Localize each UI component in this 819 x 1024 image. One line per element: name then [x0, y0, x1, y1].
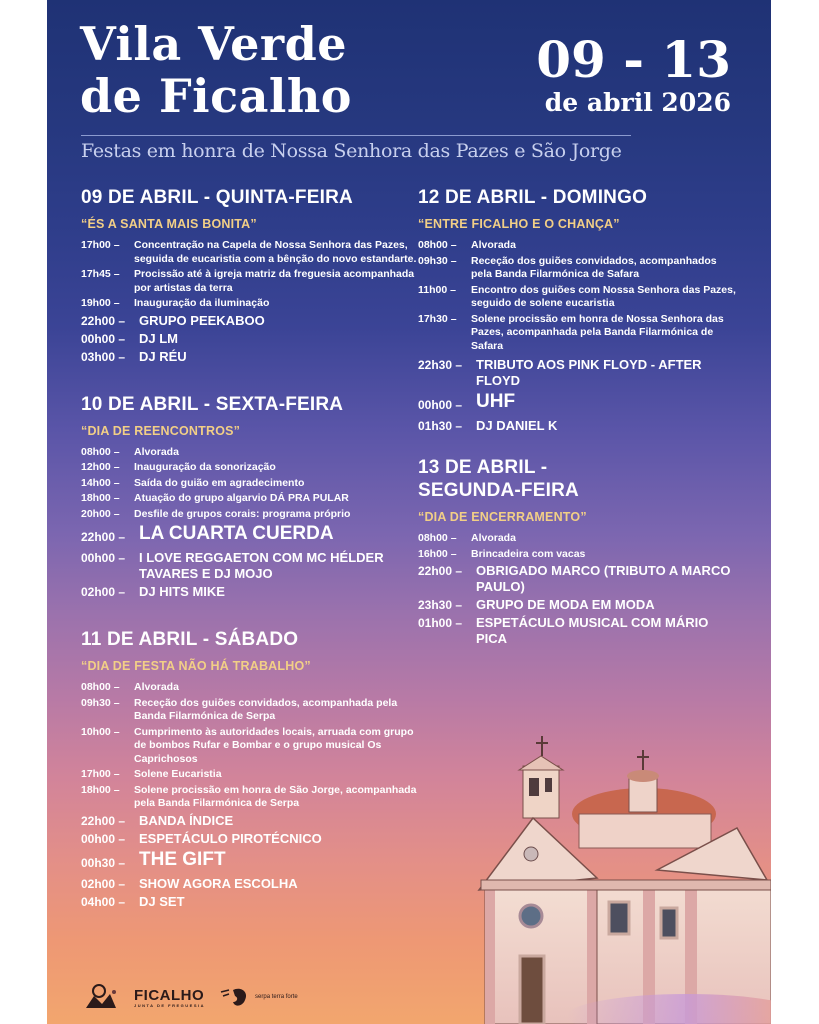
event-row — [418, 548, 738, 562]
event-time: 02h00 – — [81, 585, 126, 599]
day-title: 12 DE ABRIL - DOMINGO — [418, 187, 648, 208]
day-theme: “DIA DE FESTA NÃO HÁ TRABALHO” — [81, 659, 311, 673]
event-time: 00h30 – — [81, 855, 126, 870]
day-13-april — [418, 456, 738, 647]
event-time: 17h45 – — [81, 268, 120, 280]
event-desc: Alvorada — [471, 532, 516, 544]
event-row — [418, 239, 738, 253]
event-row — [81, 446, 421, 460]
event-row-headliner — [81, 523, 421, 548]
event-desc: Receção dos guiões convidados, acompanhados pela Banda Filarmónica de Safara — [471, 254, 717, 280]
event-time: 20h00 – — [81, 507, 120, 520]
event-time: 22h00 – — [418, 564, 463, 578]
day-09-april — [81, 186, 421, 365]
event-desc: GRUPO DE MODA EM MODA — [476, 597, 655, 612]
event-row — [418, 313, 738, 354]
event-time: 09h30 – — [81, 696, 120, 709]
event-time: 12h00 – — [81, 461, 120, 473]
event-time: 03h00 – — [81, 349, 126, 364]
event-row — [81, 313, 421, 329]
event-row — [81, 697, 421, 724]
day-theme: “ENTRE FICALHO E O CHANÇA” — [418, 217, 620, 231]
event-desc: Concentração na Capela de Nossa Senhora das Pazes, seguida de eucaristia com a bênção do novo estandarte. — [134, 239, 417, 265]
event-time: 17h30 – — [418, 312, 457, 325]
event-time: 16h00 – — [418, 547, 457, 560]
event-desc: DJ RÉU — [139, 348, 187, 364]
day-theme: “DIA DE ENCERRAMENTO” — [418, 510, 587, 524]
event-time: 08h00 – — [81, 681, 120, 693]
event-time: 00h00 – — [81, 551, 126, 565]
event-desc: Alvorada — [134, 445, 179, 458]
event-desc: GRUPO PEEKABOO — [139, 312, 265, 328]
event-desc: Cumprimento às autoridades locais, arruada com grupo de bombos Rufar e Bombar e o grupo musical Os Caprichosos — [134, 725, 414, 765]
event-time: 19h00 – — [81, 297, 120, 309]
event-row — [81, 239, 421, 266]
event-desc: UHF — [476, 391, 516, 412]
event-desc: DJ SET — [139, 893, 185, 909]
event-row — [81, 349, 421, 365]
event-time: 01h00 – — [418, 616, 463, 630]
event-desc: THE GIFT — [139, 848, 226, 870]
event-desc: Procissão até à igreja matriz da freguesia acompanhada por artistas da terra — [134, 268, 415, 294]
ficalho-logo: FICALHO JUNTA DE FREGUESIA — [134, 986, 206, 1008]
event-desc: Brincadeira com vacas — [471, 547, 586, 560]
event-desc: Receção dos guiões convidados, acompanhada pela Banda Filarmónica de Serpa — [134, 696, 398, 722]
event-desc: DJ LM — [139, 330, 178, 346]
day-theme: “DIA DE REENCONTROS” — [81, 423, 241, 438]
event-row — [81, 297, 421, 311]
event-row — [81, 831, 421, 847]
event-row — [81, 268, 421, 295]
event-row — [81, 477, 421, 491]
event-row — [81, 331, 421, 347]
event-row — [418, 532, 738, 546]
event-time: 09h30 – — [418, 254, 457, 267]
event-time: 22h00 – — [81, 530, 126, 544]
event-row — [81, 784, 421, 811]
event-time: 02h00 – — [81, 876, 126, 891]
day-title: 13 DE ABRIL - SEGUNDA-FEIRA — [418, 457, 579, 501]
event-time: 22h00 – — [81, 313, 126, 328]
festival-dates — [536, 32, 731, 118]
event-desc: ESPETÁCULO MUSICAL COM MÁRIO PICA — [476, 615, 709, 646]
poster-subtitle: Festas em honra de Nossa Senhora das Pazes e São Jorge — [81, 140, 622, 162]
event-row — [418, 418, 738, 434]
day-title: 09 DE ABRIL - QUINTA-FEIRA — [81, 187, 353, 208]
sponsor-logos — [82, 982, 298, 1012]
event-time: 17h00 – — [81, 239, 120, 251]
event-time: 14h00 – — [81, 476, 120, 489]
event-row — [81, 876, 421, 892]
event-row — [418, 284, 738, 311]
event-desc: Desfile de grupos corais: programa próprio — [134, 507, 351, 520]
event-desc: Solene procissão em honra de Nossa Senhora das Pazes, acompanhada pela Banda Filarmónica de Safara — [471, 312, 724, 352]
event-desc: LA CUARTA CUERDA — [139, 523, 334, 544]
date-range: 09 - 13 — [536, 30, 731, 89]
event-row — [81, 461, 421, 475]
event-row — [81, 813, 421, 829]
event-desc: Saída do guião em agradecimento — [134, 476, 305, 489]
festival-poster — [47, 0, 771, 1024]
event-row — [81, 584, 421, 600]
event-desc: Alvorada — [134, 681, 179, 693]
event-time: 10h00 – — [81, 725, 120, 738]
poster-title — [80, 18, 352, 122]
event-time: 00h00 – — [81, 331, 126, 346]
event-desc: Encontro dos guiões com Nossa Senhora das Pazes, seguido de solene eucaristia — [471, 283, 736, 309]
event-time: 08h00 – — [418, 239, 457, 251]
event-time: 00h00 – — [418, 398, 463, 412]
event-row — [418, 615, 738, 647]
event-time: 11h00 – — [418, 283, 456, 296]
event-time: 08h00 – — [81, 445, 120, 458]
event-row — [418, 357, 738, 389]
event-time: 17h00 – — [81, 768, 120, 780]
day-theme: “ÉS A SANTA MAIS BONITA” — [81, 217, 257, 231]
event-time: 01h30 – — [418, 419, 463, 433]
schedule-right-column — [418, 186, 738, 657]
title-line-1: Vila Verde — [80, 17, 348, 71]
schedule-left-column — [81, 186, 421, 920]
day-11-april — [81, 628, 421, 910]
title-line-2: de Ficalho — [80, 69, 352, 123]
event-row — [418, 563, 738, 595]
day-12-april — [418, 186, 738, 434]
event-time: 08h00 – — [418, 532, 457, 544]
serpa-logo: serpa terra forte — [219, 986, 298, 1008]
event-row — [418, 255, 738, 282]
event-row — [81, 681, 421, 695]
date-month-year: de abril 2026 — [544, 88, 731, 117]
event-desc: BANDA ÍNDICE — [139, 812, 234, 828]
event-desc: Inauguração da sonorização — [134, 461, 276, 473]
event-desc: OBRIGADO MARCO (TRIBUTO A MARCO PAULO) — [476, 563, 731, 594]
event-time: 23h30 – — [418, 598, 463, 612]
event-time: 18h00 – — [81, 783, 120, 796]
event-row — [81, 550, 421, 582]
event-desc: Atuação do grupo algarvio DÁ PRA PULAR — [134, 492, 349, 504]
chapel-illustration — [467, 730, 771, 1024]
parish-crest-logo — [82, 982, 120, 1012]
event-desc: ESPETÁCULO PIROTÉCNICO — [139, 830, 322, 846]
event-row — [81, 726, 421, 767]
event-desc: DJ DANIEL K — [476, 418, 558, 433]
event-row — [81, 768, 421, 782]
event-desc: Solene procissão em honra de São Jorge, acompanhada pela Banda Filarmónica de Serpa — [134, 783, 417, 809]
event-desc: TRIBUTO AOS PINK FLOYD - AFTER FLOYD — [476, 357, 702, 388]
title-divider — [81, 135, 631, 136]
event-desc: Inauguração da iluminação — [134, 297, 270, 309]
day-title: 11 DE ABRIL - SÁBADO — [81, 629, 299, 650]
serpa-panther-icon — [219, 986, 249, 1008]
event-time: 22h30 – — [418, 358, 463, 372]
event-time: 22h00 – — [81, 813, 126, 828]
event-desc: Solene Eucaristia — [134, 768, 222, 780]
event-row — [81, 894, 421, 910]
event-desc: SHOW AGORA ESCOLHA — [139, 875, 298, 891]
event-row — [418, 597, 738, 613]
event-row — [81, 508, 421, 522]
event-desc: DJ HITS MIKE — [139, 584, 225, 599]
event-row — [81, 492, 421, 506]
event-time: 00h00 – — [81, 831, 126, 846]
event-desc: Alvorada — [471, 239, 516, 251]
day-title: 10 DE ABRIL - SEXTA-FEIRA — [81, 393, 344, 415]
event-time: 18h00 – — [81, 492, 120, 504]
event-time: 04h00 – — [81, 894, 126, 909]
event-row-headliner — [81, 849, 421, 874]
event-row-headliner — [418, 391, 738, 416]
day-10-april — [81, 393, 421, 601]
event-desc: I LOVE REGGAETON COM MC HÉLDER TAVARES E DJ MOJO — [139, 550, 384, 581]
